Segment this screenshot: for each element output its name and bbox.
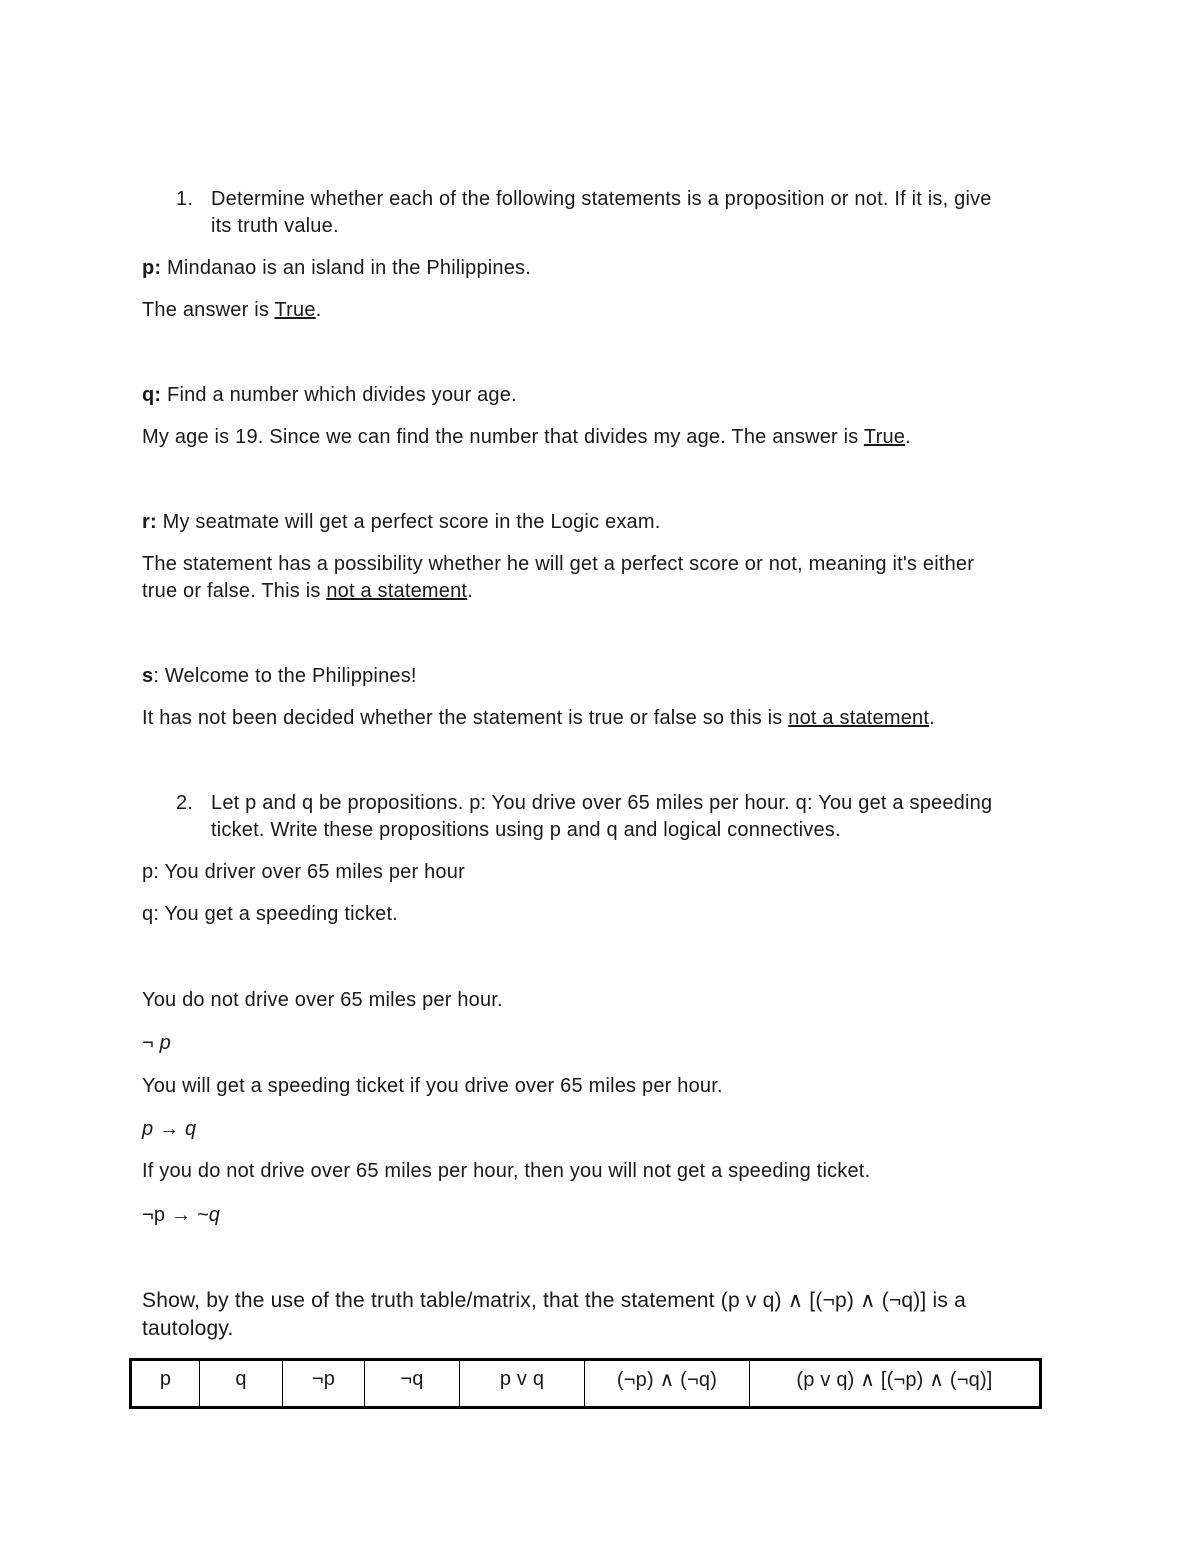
definition-p: p: You driver over 65 miles per hour — [142, 861, 465, 883]
item-1-formula-text: ¬ p — [142, 1032, 171, 1054]
item-2-sentence: You will get a speeding ticket if you drive over 65 miles per hour. — [142, 1075, 723, 1097]
answer-p-suffix: . — [315, 299, 322, 321]
truth-table-header-p-or-q: p v q — [460, 1360, 585, 1408]
truth-table — [129, 1358, 1042, 1409]
statement-q-label: q: — [142, 384, 162, 406]
item-3-sentence: If you do not drive over 65 miles per hour, then you will not get a speeding ticket. — [142, 1160, 871, 1182]
answer-q-suffix: . — [905, 426, 911, 448]
q2-instruction-line1: Let p and q be propositions. p: You drive over 65 miles per hour. q: You get a speeding — [211, 792, 993, 814]
list-number-1: 1. — [176, 188, 194, 210]
truth-table-header-not-q: ¬q — [365, 1360, 460, 1408]
list-number-2: 2. — [176, 792, 194, 814]
answer-p — [142, 297, 321, 324]
q3-instruction-line1: Show, by the use of the truth table/matrix, that the statement (p v q) ∧ [(¬p) ∧ (¬q)] is a — [142, 1289, 966, 1312]
truth-table-header-not-p-and-not-q: (¬p) ∧ (¬q) — [585, 1360, 750, 1408]
truth-table-header-full-statement: (p v q) ∧ [(¬p) ∧ (¬q)] — [750, 1360, 1041, 1408]
answer-r-line1: The statement has a possibility whether he will get a perfect score or not, meaning it's either — [142, 553, 975, 575]
answer-r-suffix: . — [467, 580, 473, 602]
answer-s-prefix: It has not been decided whether the statement is true or false so this is — [142, 707, 789, 729]
statement-q-text: Find a number which divides your age. — [161, 384, 517, 406]
statement-s-text: : Welcome to the Philippines! — [153, 665, 417, 687]
truth-table-header-row — [131, 1360, 1041, 1408]
q3-instruction-line2: tautology. — [142, 1317, 234, 1340]
answer-r-value: not a statement — [326, 580, 468, 602]
answer-q-prefix: My age is 19. Since we can find the number that divides my age. The answer is — [142, 426, 864, 448]
statement-p-text: Mindanao is an island in the Philippines. — [161, 257, 532, 279]
item-3-formula-b: ~q — [196, 1204, 221, 1226]
definition-q: q: You get a speeding ticket. — [142, 903, 398, 925]
truth-table-header-not-p: ¬p — [283, 1360, 365, 1408]
answer-s — [142, 705, 935, 732]
answer-q — [142, 424, 911, 451]
q1-instruction-line1: Determine whether each of the following statements is a proposition or not. If it is, give — [211, 188, 992, 210]
truth-table-header-q: q — [200, 1360, 283, 1408]
answer-p-value: True — [274, 299, 316, 321]
q2-instruction-line2: ticket. Write these propositions using p and q and logical connectives. — [211, 819, 841, 841]
statement-r — [142, 509, 661, 536]
item-2-formula — [142, 1116, 196, 1143]
answer-s-suffix: . — [929, 707, 935, 729]
answer-q-value: True — [863, 426, 906, 448]
statement-p — [142, 255, 531, 282]
statement-r-text: My seatmate will get a perfect score in the Logic exam. — [156, 511, 661, 533]
statement-q — [142, 382, 517, 409]
item-3-formula — [142, 1202, 220, 1229]
statement-r-label: r: — [142, 511, 157, 533]
truth-table-header-p: p — [131, 1360, 200, 1408]
statement-s — [142, 663, 417, 690]
item-2-formula-text: p → q — [142, 1118, 197, 1140]
answer-p-prefix: The answer is — [142, 299, 275, 321]
answer-s-value: not a statement — [788, 707, 930, 729]
q1-instruction-line2: its truth value. — [211, 215, 339, 237]
item-1-formula — [142, 1030, 171, 1057]
item-1-sentence: You do not drive over 65 miles per hour. — [142, 989, 503, 1011]
answer-r-prefix: true or false. This is — [142, 580, 327, 602]
answer-r-line2 — [142, 578, 473, 605]
statement-s-label: s — [142, 665, 154, 687]
statement-p-label: p: — [142, 257, 162, 279]
item-3-formula-a: ¬p → — [142, 1204, 197, 1226]
